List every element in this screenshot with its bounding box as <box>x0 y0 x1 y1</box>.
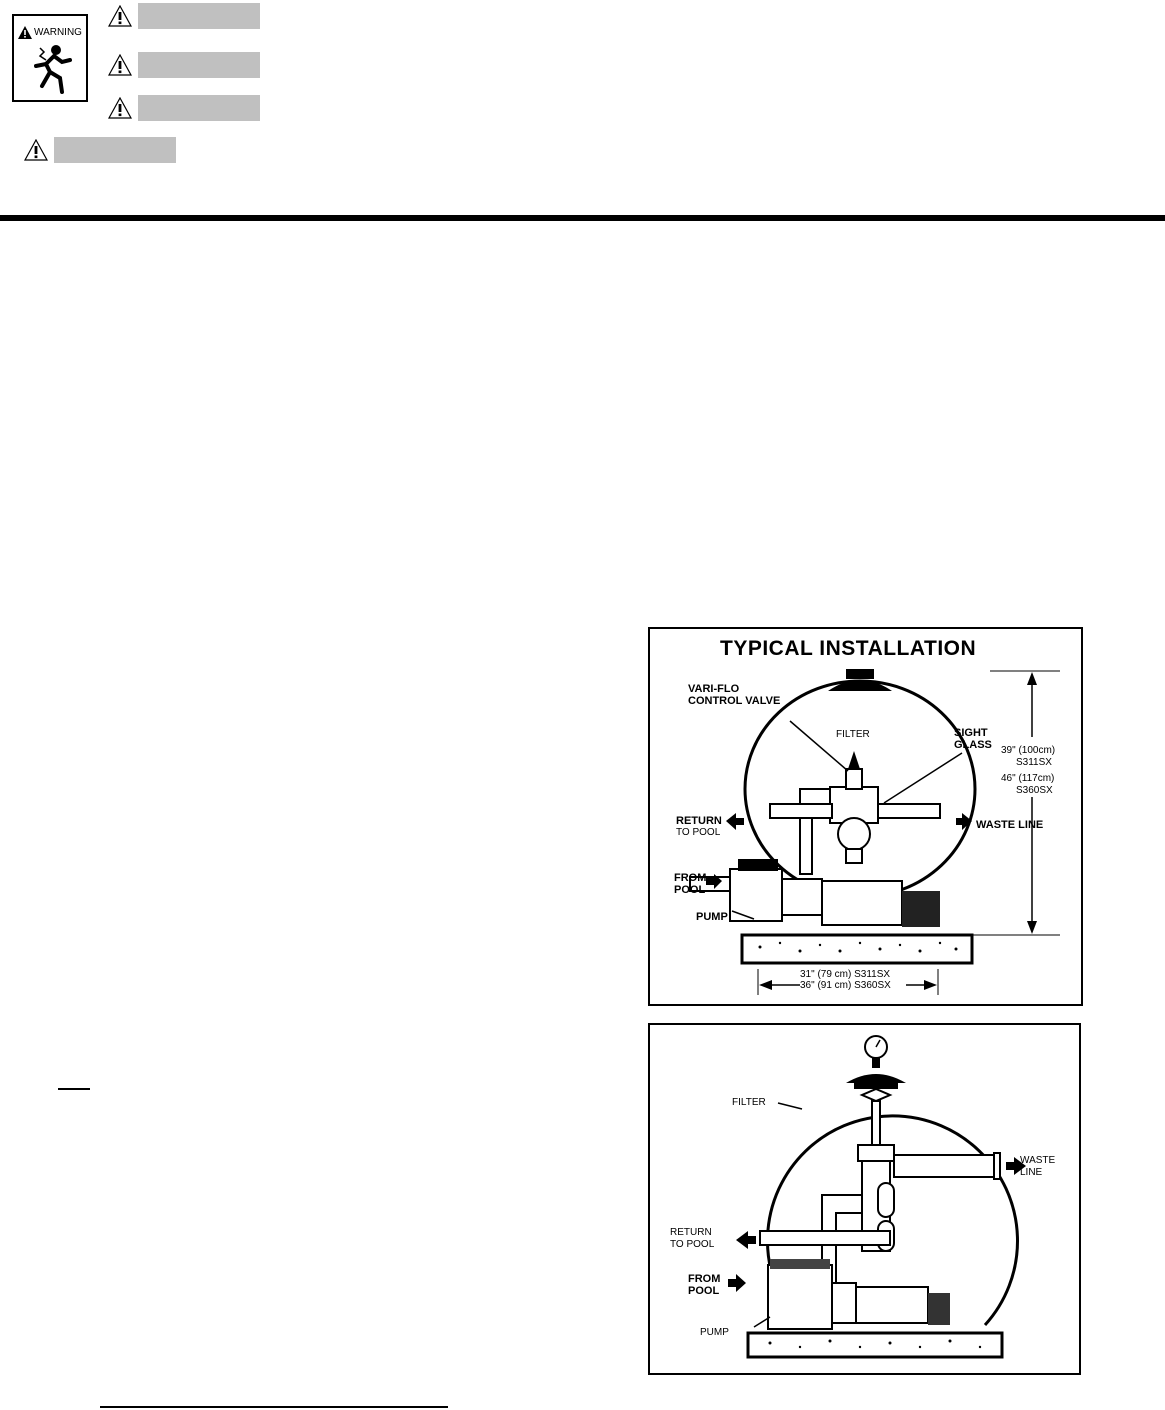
height-s311sx-model: S311SX <box>1016 757 1052 768</box>
alternate-installation-figure <box>648 1023 1081 1375</box>
exclamation-triangle-icon <box>108 97 132 119</box>
caution-row-4 <box>24 137 176 163</box>
caution-row-2 <box>108 52 260 78</box>
from-label: FROM <box>674 872 707 884</box>
exclamation-triangle-icon <box>108 54 132 76</box>
waste-label: WASTE <box>1020 1155 1056 1166</box>
return-label: RETURN <box>676 815 722 827</box>
sight-label: SIGHT <box>954 727 988 739</box>
return-label: RETURN <box>670 1227 712 1238</box>
underline-mark <box>58 1088 90 1090</box>
return-label-2: TO POOL <box>676 827 721 838</box>
typical-installation-figure <box>648 627 1083 1006</box>
valve-label-2: CONTROL VALVE <box>688 695 781 707</box>
waste-line-label: WASTE LINE <box>976 819 1044 831</box>
valve-label: VARI-FLO <box>688 683 740 695</box>
height-s311sx: 39" (100cm) <box>1001 745 1056 756</box>
warning-badge <box>18 24 84 40</box>
width-s311sx: 31" (79 cm) S311SX <box>800 969 891 980</box>
electrical-shock-icon <box>26 42 76 98</box>
figure-title: TYPICAL INSTALLATION <box>720 637 977 660</box>
from-label-2: POOL <box>688 1285 720 1297</box>
return-label-2: TO POOL <box>670 1239 715 1250</box>
caution-row-3 <box>108 95 260 121</box>
height-s360sx: 46" (117cm) <box>1001 773 1055 784</box>
caution-row-1 <box>108 3 260 29</box>
caution-label-bar <box>138 95 260 121</box>
exclamation-triangle-icon <box>108 5 132 27</box>
warning-triangle-icon <box>18 26 32 39</box>
section-divider <box>0 215 1165 221</box>
footnote-rule <box>100 1406 448 1408</box>
filter-label: FILTER <box>836 729 870 740</box>
pump-label: PUMP <box>696 911 728 923</box>
waste-label-2: LINE <box>1020 1167 1043 1178</box>
warning-panel <box>12 14 88 102</box>
filter-label: FILTER <box>732 1097 766 1108</box>
caution-label-bar <box>138 3 260 29</box>
alternate-installation-illustration <box>650 1025 1079 1373</box>
warning-label: WARNING <box>34 26 82 38</box>
from-label-2: POOL <box>674 884 706 896</box>
height-s360sx-model: S360SX <box>1016 785 1053 796</box>
exclamation-triangle-icon <box>24 139 48 161</box>
caution-label-bar <box>138 52 260 78</box>
sight-label-2: GLASS <box>954 739 992 751</box>
from-label: FROM <box>688 1273 721 1285</box>
width-s360sx: 36" (91 cm) S360SX <box>800 980 891 991</box>
pump-label: PUMP <box>700 1327 729 1338</box>
caution-label-bar <box>54 137 176 163</box>
